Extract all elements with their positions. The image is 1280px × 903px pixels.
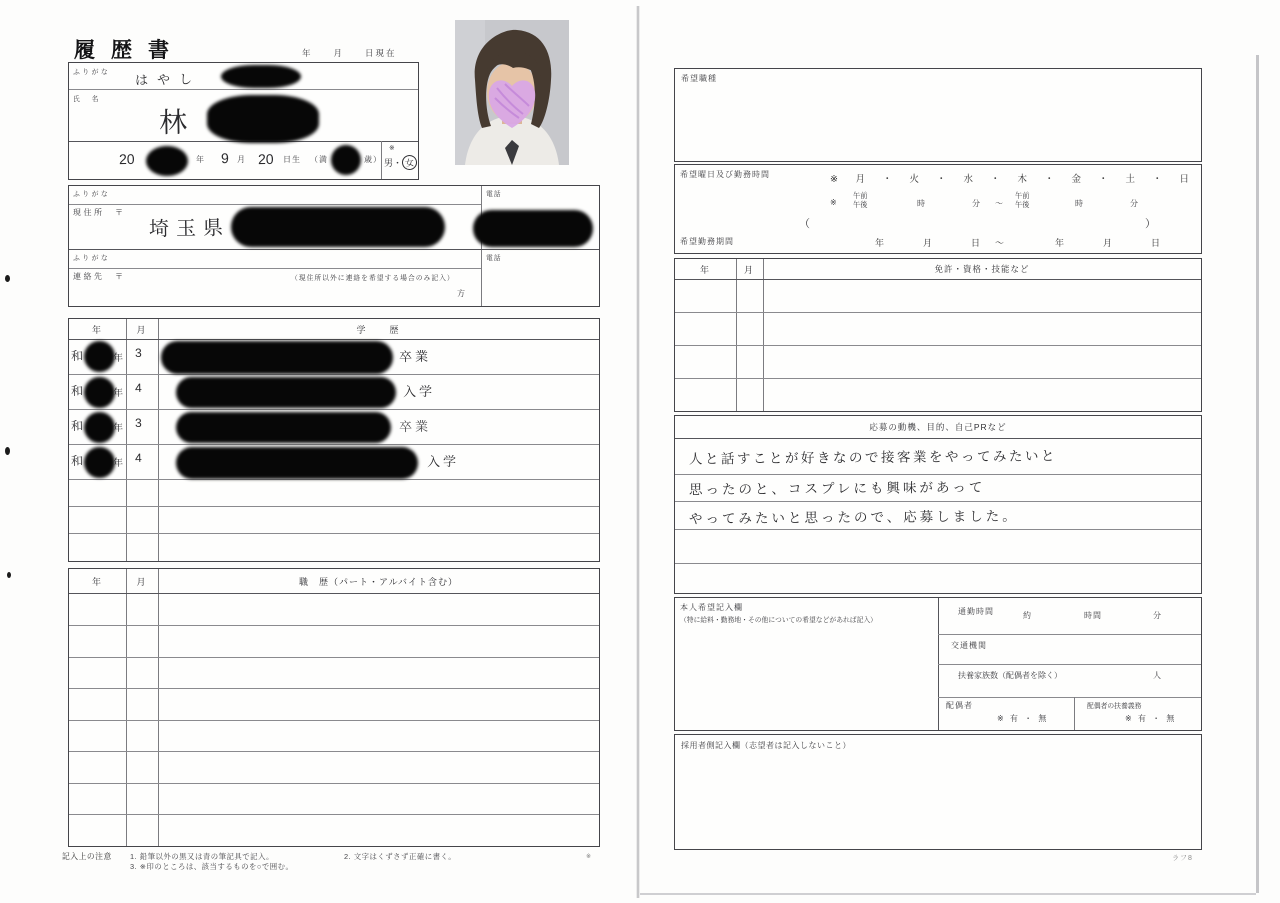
redaction-mark <box>146 146 188 176</box>
gender-options <box>384 155 417 170</box>
minute-label-2: 分 <box>1130 199 1139 208</box>
education-col-month: 月 <box>136 325 148 335</box>
spouse-duty-label: 配偶者の扶養義務 <box>1087 703 1142 710</box>
redaction-mark <box>221 65 301 88</box>
dependents-label: 扶養家族数（配偶者を除く） <box>958 671 1062 680</box>
page-bottom-edge <box>640 893 1256 895</box>
education-col-year: 年 <box>91 325 103 335</box>
work-col-month: 月 <box>136 577 148 587</box>
redaction-mark <box>84 377 115 408</box>
dependents-unit-label: 人 <box>1153 671 1162 680</box>
page-title: 履歴書 <box>74 39 185 62</box>
period-line: 年 月 日 ～ 年 月 日 <box>875 238 1164 248</box>
contact-label: 連絡先 〒 <box>73 272 126 281</box>
name-label: 氏 名 <box>73 96 101 103</box>
address-box <box>68 185 600 307</box>
spouse-label: 配偶者 <box>946 701 973 710</box>
redaction-mark <box>84 341 115 372</box>
phone-label: 電話 <box>486 191 502 198</box>
license-table <box>674 258 1202 412</box>
furigana-handwriting: はやし <box>134 71 202 88</box>
footer-mark: ※ <box>586 854 592 860</box>
redaction-mark <box>84 447 115 478</box>
birth-year-label: 年 <box>196 155 205 164</box>
redaction-mark <box>84 412 115 443</box>
footer-note-3: 3. ※印のところは、該当するものを○で囲む。 <box>130 862 294 871</box>
motivation-line-handwriting: やってみたいと思ったので、応募しました。 <box>688 508 1019 527</box>
time-tilde: ～ <box>995 199 1004 208</box>
schedule-time-mark: ※ <box>830 198 838 207</box>
scan-speck <box>5 447 10 455</box>
license-col-title: 免許・資格・技能など <box>934 264 1030 274</box>
name-box <box>68 62 419 180</box>
address-furigana-label: ふりがな <box>73 191 111 198</box>
surname-handwriting: 林 <box>158 106 188 139</box>
era-handwriting: 和 <box>70 348 84 364</box>
education-result-handwriting: 入学 <box>402 383 436 400</box>
minute-label-1: 分 <box>972 199 981 208</box>
applicant-photo-image <box>455 20 569 165</box>
redaction-mark <box>207 95 319 143</box>
redaction-mark <box>473 210 593 247</box>
footer-note-1: 1. 鉛筆以外の黒又は青の筆記具で記入。 <box>130 852 274 861</box>
employer-use-box <box>674 734 1202 850</box>
birth-day-label: 日生 <box>283 155 301 164</box>
address-label: 現住所 〒 <box>73 208 126 217</box>
month-handwriting: 3 <box>134 345 142 361</box>
commute-about-label: 約 <box>1023 611 1032 620</box>
birth-age-close: 歳） <box>364 155 382 164</box>
furigana-label: ふりがな <box>73 69 111 76</box>
desired-job-label: 希望職種 <box>681 74 717 83</box>
work-col-year: 年 <box>91 577 103 587</box>
era-handwriting: 和 <box>70 453 84 469</box>
work-history-table <box>68 568 600 847</box>
redaction-mark <box>176 447 418 479</box>
month-handwriting: 3 <box>134 415 142 431</box>
title-date-note: 年 月 日現在 <box>302 48 397 58</box>
motivation-line-handwriting: 人と話すことが好きなので接客業をやってみたいと <box>688 448 1058 467</box>
center-fold <box>636 6 640 898</box>
footer-label: 記入上の注意 <box>62 852 112 861</box>
personal-request-sublabel: （特に給料・勤務地・その他についての希望などがあれば記入） <box>680 617 877 624</box>
education-result-handwriting: 卒業 <box>398 348 432 365</box>
month-handwriting: 4 <box>134 450 142 466</box>
gender-male: 男 <box>384 158 394 168</box>
redaction-mark <box>176 377 396 408</box>
am-label: 午前 <box>1015 191 1030 200</box>
era-suffix-handwriting: 年 <box>112 457 124 470</box>
hour-label-1: 時 <box>917 199 926 208</box>
applicant-photo <box>455 20 569 165</box>
birth-age-open: （満 <box>310 155 328 164</box>
schedule-label: 希望曜日及び勤務時間 <box>680 170 770 179</box>
address-handwriting: 埼玉県 <box>148 217 231 241</box>
era-suffix-handwriting: 年 <box>112 387 124 400</box>
commute-label: 通勤時間 <box>958 607 994 616</box>
hour-label-2: 時 <box>1075 199 1084 208</box>
motivation-box <box>674 415 1202 594</box>
page-right-edge <box>1256 55 1259 893</box>
birth-month-label: 月 <box>237 155 246 164</box>
schedule-ampm-1 <box>853 192 867 209</box>
birth-day-handwriting: 20 <box>257 150 274 168</box>
work-col-title: 職 歴（パート・アルバイト含む） <box>298 577 458 587</box>
schedule-days-line: ※ 月 ・ 火 ・ 水 ・ 木 ・ 金 ・ 土 ・ 日 <box>830 174 1193 185</box>
license-col-year: 年 <box>699 265 711 275</box>
contact-furigana-label: ふりがな <box>73 255 111 262</box>
schedule-box <box>674 164 1202 254</box>
employer-use-label: 採用者側記入欄（志望者は記入しないこと） <box>681 741 851 750</box>
transport-label: 交通機関 <box>951 641 987 650</box>
pm-label: 午後 <box>853 199 868 209</box>
education-result-handwriting: 入学 <box>426 453 460 470</box>
commute-hour-label: 時間 <box>1084 611 1102 620</box>
era-suffix-handwriting: 年 <box>112 422 124 435</box>
motivation-line-handwriting: 思ったのと、コスプレにも興味があって <box>688 479 986 498</box>
gender-sep: ・ <box>393 158 403 168</box>
spouse-options: ※ 有 ・ 無 <box>997 714 1049 723</box>
pm-label: 午後 <box>1015 199 1030 209</box>
birth-year-handwriting: 20 <box>118 150 135 168</box>
era-handwriting: 和 <box>70 383 84 399</box>
education-col-title: 学 歴 <box>356 325 401 335</box>
paren-close: ） <box>1145 218 1156 230</box>
license-col-month: 月 <box>743 265 755 275</box>
footer-note-2: 2. 文字はくずさず正確に書く。 <box>344 852 457 861</box>
spouse-duty-options: ※ 有 ・ 無 <box>1125 714 1177 723</box>
schedule-ampm-2 <box>1015 192 1029 209</box>
scan-speck <box>5 275 10 282</box>
education-result-handwriting: 卒業 <box>398 418 432 435</box>
motivation-title: 応募の動機、目的、自己PRなど <box>869 422 1007 432</box>
desired-job-box <box>674 68 1202 162</box>
form-code: ラフ8 <box>1172 855 1193 862</box>
education-table <box>68 318 600 562</box>
gender-female-circled: 女 <box>401 154 418 171</box>
birth-month-handwriting: 9 <box>220 149 229 167</box>
redaction-mark <box>176 412 391 443</box>
era-handwriting: 和 <box>70 418 84 434</box>
contact-phone-label: 電話 <box>486 255 502 262</box>
am-label: 午前 <box>853 191 868 200</box>
gender-mark: ※ <box>389 145 396 152</box>
paren-open: （ <box>799 218 810 230</box>
personal-request-section <box>674 597 1202 731</box>
redaction-mark <box>231 207 445 247</box>
era-suffix-handwriting: 年 <box>112 352 124 365</box>
kata-label: 方 <box>457 289 466 298</box>
period-label: 希望勤務期間 <box>680 237 734 246</box>
personal-request-label: 本人希望記入欄 <box>680 603 743 612</box>
scan-speck <box>7 572 11 578</box>
redaction-mark <box>161 341 393 374</box>
month-handwriting: 4 <box>134 380 142 396</box>
contact-note: （現住所以外に連絡を希望する場合のみ記入） <box>291 275 455 282</box>
redaction-mark <box>331 145 361 175</box>
commute-min-label: 分 <box>1153 611 1162 620</box>
